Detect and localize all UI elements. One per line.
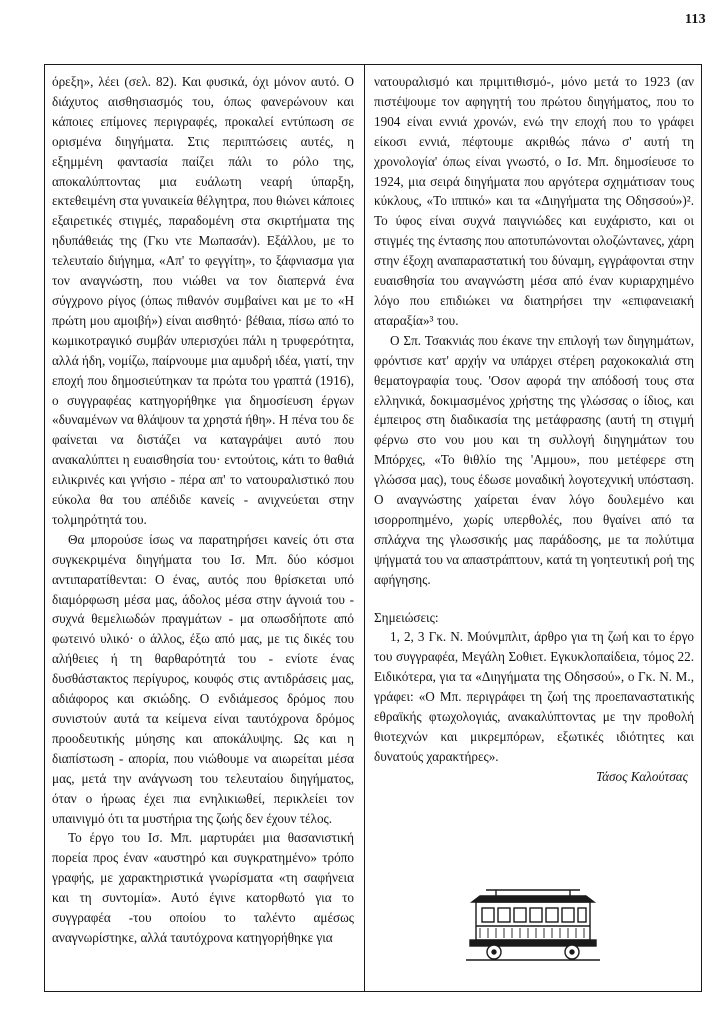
- paragraph: Το έργο του Ισ. Μπ. μαρτυράει μια θασανιστική πορεία προς έναν «αυστηρό και συγκρατημένο» τρόπο γραφής, με χαρακτηριστικά γνωρίσματα «τη σαφήνεια και τη συντομία». Αυτό έγινε κατορθωτό για το συγγραφέα -του οποίου το ταλέντο αμέσως αναγνωρίστηκε, αλλά ταυτόχρονα κατηγορήθηκε για: [52, 830, 354, 945]
- spacer: [374, 590, 694, 608]
- author-signature: Τάσος Καλούτσας: [596, 768, 688, 784]
- notes-heading: Σημειώσεις:: [374, 609, 439, 625]
- page-number: 113: [684, 12, 706, 27]
- paragraph: όρεξη», λέει (σελ. 82). Και φυσικά, όχι μόνον αυτό. Ο διάχυτος αισθησιασμός του, όπως φανερώνουν και κάποιες επίμονες περιγραφές, προκαλεί εντύπωση σε ορισμένα διηγήματα. Στις περιπτώσεις αυτές, η εξημμένη φαντασία παίζει πάλι το ρόλο της, αποκαλύπτοντας μια ευάλωτη νεαρή ύπαρξη, εκτεθειμένη στα γυναικεία θέλγητρα, που θιώνει κάποιες εξαιρετικές στιγμές, παραδομένη στα σκιρτήματα της ηδυπάθειάς της (Γκυ ντε Μωπασάν). Εξάλλου, με το τελευταίο διήγημα, «Απ' το φεγγίτη», το ξάφνιασμα για τον αναγνώστη, που νιώθει να τον διαπερνά ένα σύγχρονο ρίγος (όπως πιθανόν συμβαίνει και με το «Η πρώτη μου αμοιβή») είναι αισθητό· βέθαια, πίσω από το κωμικοτραγικό συμβάν υπερισχύει πάλι η τρυφερότητα, αλλά ήδη, νομίζω, παίρνουμε μια αμυδρή ιδέα, γιατί, την εποχή που δημοσιεύτηκαν τα πρώτα του γραπτά (1916), ο συγγραφέας κατηγορήθηκε για δημοσίευση έργων «δυναμένων να θλάψουν τα χρηστά ήθη». Η πένα του δε φαίνεται να διστάζει να καταγράψει αυτό που ανακαλύπτει η ευαισθησία του· εντούτοις, κάτι το θαθιά ειλικρινές και γνήσιο - πέρα απ' το νατουραλιστικό που εύκολα θα του απέδιδε κανείς - ανιχνεύεται στην τολμηρότητά του.: [52, 74, 354, 527]
- right-column: [374, 72, 694, 787]
- notes-body: 1, 2, 3 Γκ. Ν. Μούνμπλιτ, άρθρο για τη ζωή και το έργο του συγγραφέα, Μεγάλη Σοθιετ. Εγκυκλοπαίδεια, τόμος 22. Ειδικότερα, για τα «Διηγήματα της Οδησσού», ο Γκ. Ν. Μ., γράφει: «Ο Μπ. περιγράφει τη ζωή της προεπαναστατικής εθραϊκής φτωχολογιάς, ανακαλύπτοντας με την προθολή θιοτεχνών και μικρεμπόρων, εξωτικές ιδιότητες και δυνατούς χαρακτήρες».: [374, 629, 694, 764]
- paragraph: Θα μπορούσε ίσως να παρατηρήσει κανείς ότι στα συγκεκριμένα διηγήματα του Ισ. Μπ. δύο κόσμοι αντιπαρατίθενται: Ο ένας, αυτός που θρίσκεται υπό διαμόρφωση μέσα μας, άδολος μέσα στην άγνοιά του - συχνά θεμελιωδών πραγμάτων - μα οπωσδήποτε από φωτεινό υλικό· ο άλλος, έξω από μας, με τις δικές του αλήθειες ή τη θαρθαρότητά του - ενίοτε ένας δυσθάστακτος περίγυρος, κουφός στις αντιδράσεις μας, αδιάφορος και σκιώδης. Ο ενδιάμεσος δρόμος που συνιστούν αυτά τα κείμενα είναι ταυτόχρονα δρόμος προοδευτικής μύησης και αποκάλυψης. Ως και η διαπίστωση - απορία, που νιώθουμε να αιωρείται μέσα μας, μετά την ανάγνωση του τελευταίου διηγήματος, όταν ο ήρωας έχει πια ενηλικιωθεί, περικλείει τον υπαινιγμό ότι τα μυστήρια της ζωής δεν έχουν τέλος.: [52, 531, 354, 826]
- tram-illustration: [466, 878, 600, 962]
- paragraph: νατουραλισμό και πριμιτιθισμό-, μόνο μετά το 1923 (αν πιστέψουμε τον αφηγητή του πρώτου διηγήματος, που το 1904 είναι εννιά χρονών, ενώ την εποχή που το γράφει είκοσι εννιά, πέφτουμε ακριθώς πάνω σ' αυτή τη χρονολογία' όπως είναι γνωστό, ο Ισ. Μπ. δημοσίευσε το 1924, μια σειρά διηγήματα που αργότερα σχημάτισαν τους κύκλους, «Το ιππικό» και τα «Διηγήματα της Οδησσού»)². Το ύφος είναι συχνά παιγνιώδες και ευχάριστο, και οι στιγμές της έντασης που αποτυπώνονται ολοζώντανες, χάρη στην έξοχη αναπαραστατική του δύναμη, εγγράφονται στην ευαισθησία του αναγνώστη μέσα από έναν κυριαρχημένο λόγο που επιδιώκει να διατηρήσει την «επιφανειακή αταραξία»³ του.: [374, 74, 694, 328]
- column-divider: [364, 64, 365, 992]
- left-column: [52, 72, 354, 948]
- paragraph: Ο Σπ. Τσακνιάς που έκανε την επιλογή των διηγημάτων, φρόντισε κατ' αρχήν να υπάρχει στέρεη ραχοκοκαλιά στη θεματογραφία τους. 'Οσον αφορά την απόδοσή τους στα ελληνικά, δοκιμασμένος χρήστης της γλώσσας ο ίδιος, και έμπειρος στη διαδικασία της μετάφρασης (αυτή τη στιγμή φέρνω στο νου μου και τη συλλογή διηγημάτων του Μπόρχες, «Το θιθλίο της 'Αμμου», που μετέφερε στη γλώσσα μας), τους έδωσε μοναδική λογοτεχνική υπόσταση. Ο αναγνώστης χαίρεται έναν λόγο δουλεμένο και ισορροπημένο, χωρίς υπερθολές, που θγαίνει από τα σπλάχνα της γλωσσικής μας παράδοσης, με τα πολύτιμα ψήγματά του να απαστράπτουν, κατά τη γοητευτική ροή της αφήγησης.: [374, 332, 694, 587]
